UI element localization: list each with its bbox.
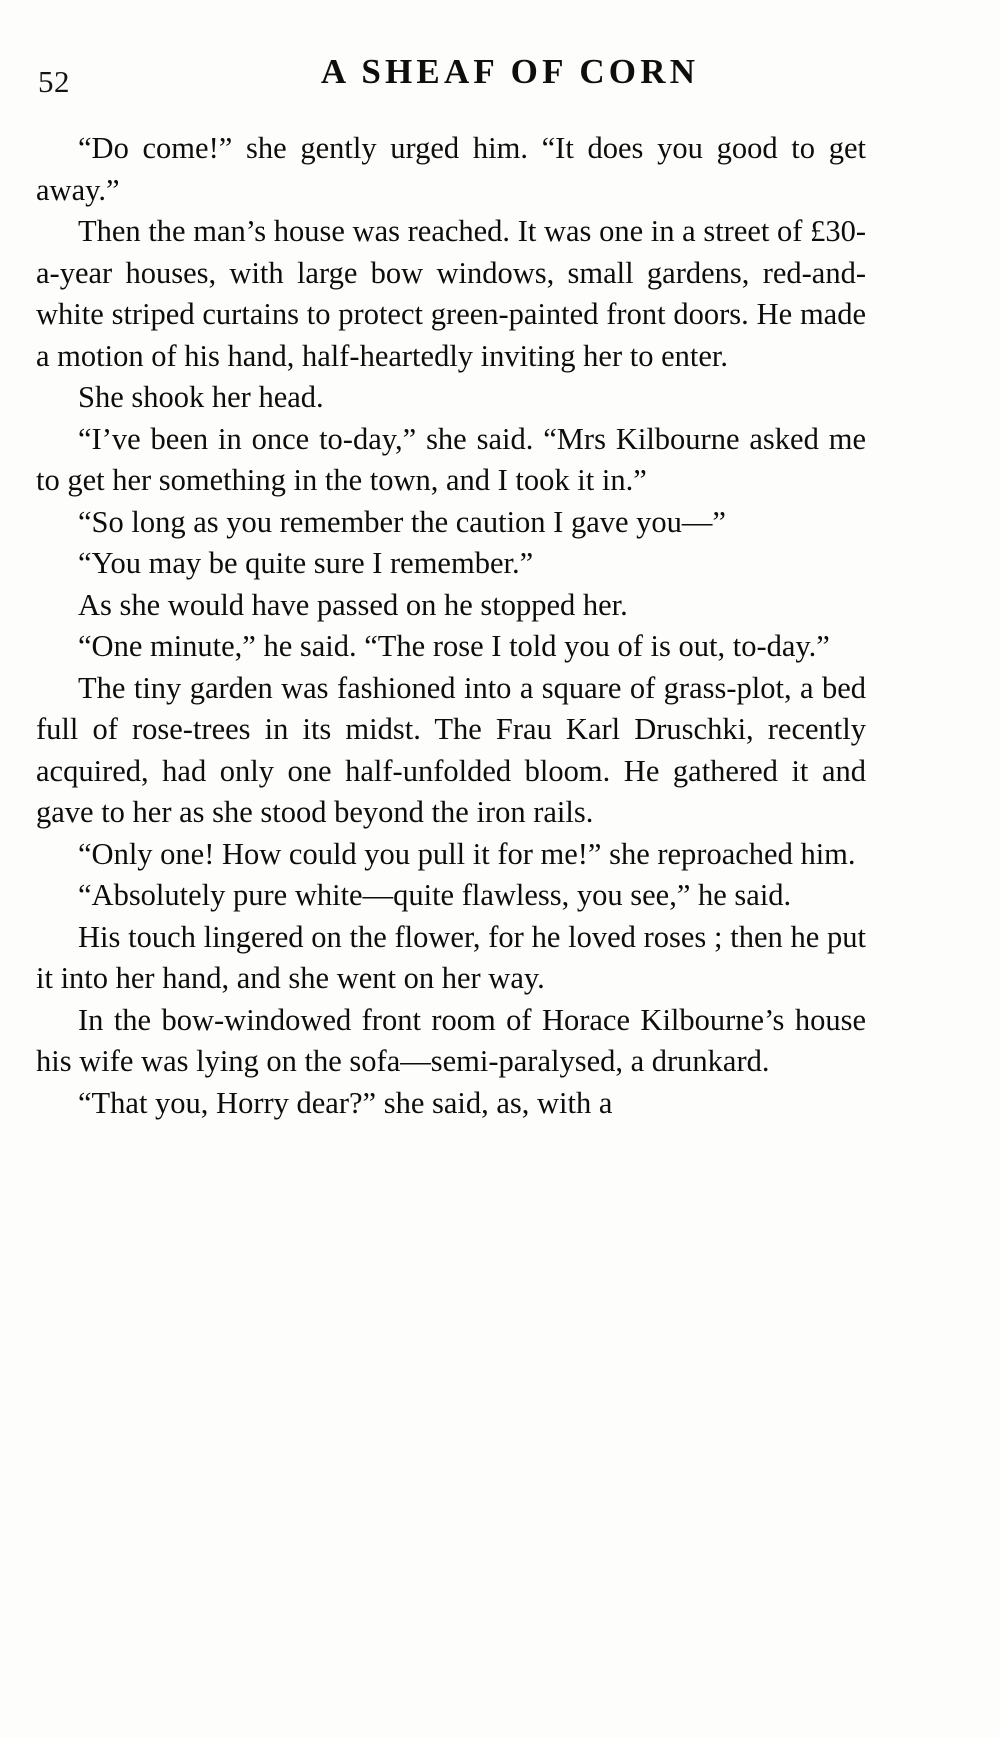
paragraph: “Only one! How could you pull it for me!” she reproached him. (78, 836, 856, 871)
page-body (36, 128, 866, 1124)
paragraph: “That you, Horry dear?” she said, as, with a (78, 1085, 613, 1120)
paragraph: “You may be quite sure I remember.” (78, 546, 534, 580)
paragraph: As she would have passed on he stopped her. (78, 587, 628, 622)
paragraph: The tiny garden was fashioned into a square of grass-plot, a bed full of rose-trees in its midst. The Frau Karl Druschki, recently acquired, had only one half-unfolded bloom. He gathered it and gave to her as she stood beyond the iron rails. (36, 670, 866, 829)
running-title: A SHEAF OF CORN (320, 52, 700, 91)
paragraph: “So long as you remember the caution I gave you—” (78, 504, 726, 539)
page-header (0, 52, 1000, 110)
paragraph: “I’ve been in once to-day,” she said. “Mrs Kilbourne asked me to get her something in the town, and I took it in.” (36, 421, 866, 497)
paragraph: “One minute,” he said. “The rose I told you of is out, to-day.” (78, 629, 830, 663)
paragraph: She shook her head. (78, 380, 324, 414)
paragraph: In the bow-windowed front room of Horace Kilbourne’s house his wife was lying on the sofa—semi-paralysed, a drunkard. (36, 1002, 866, 1078)
page-number: 52 (38, 64, 70, 99)
paragraph: His touch lingered on the flower, for he loved roses ; then he put it into her hand, and she went on her way. (36, 919, 866, 995)
paragraph: Then the man’s house was reached. It was one in a street of £30-a-year houses, with large bow windows, small gardens, red-and-white striped curtains to protect green-painted front doors. He made a motion of his hand, half-heartedly inviting her to enter. (36, 214, 866, 373)
paragraph: “Absolutely pure white—quite flawless, you see,” he said. (78, 878, 792, 912)
paragraph: “Do come!” she gently urged him. “It does you good to get away.” (36, 131, 866, 207)
